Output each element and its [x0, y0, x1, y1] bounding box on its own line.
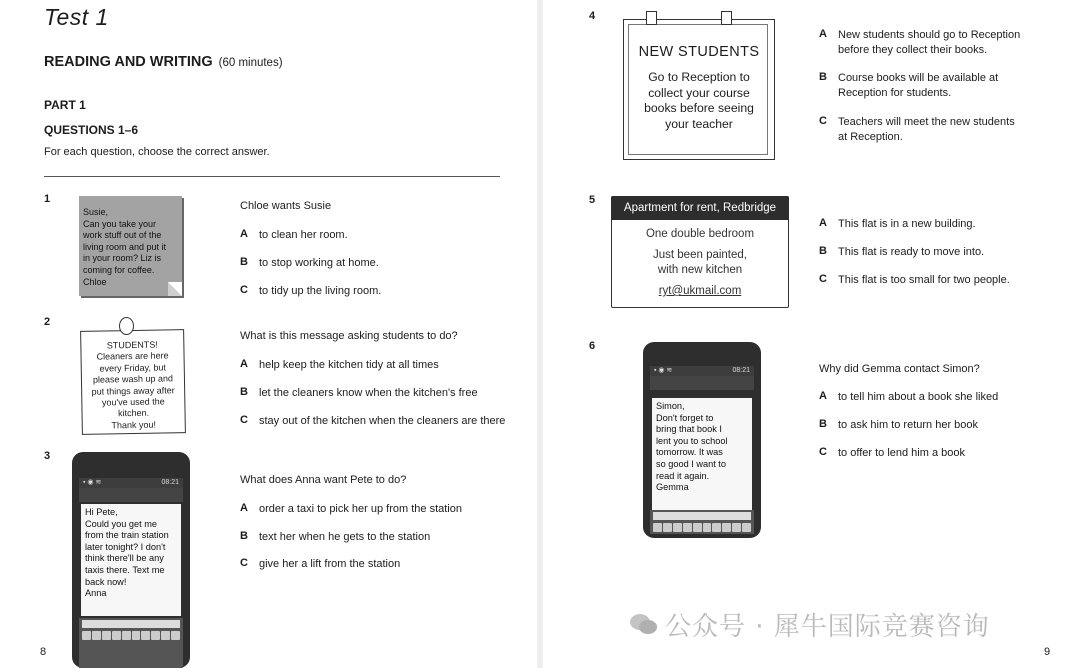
- question-text: What is this message asking students to do?: [240, 330, 458, 342]
- message-line: Hi Pete,: [85, 507, 118, 517]
- option-b[interactable]: [819, 71, 1034, 101]
- phone-keyboard: [650, 510, 754, 534]
- option-text: to offer to lend him a book: [838, 447, 965, 459]
- option-letter: C: [240, 284, 248, 296]
- option-c[interactable]: [240, 557, 400, 572]
- instructions: For each question, choose the correct answer.: [44, 146, 270, 158]
- note-line: please wash up and: [92, 373, 174, 385]
- note-line: Can you take your: [83, 218, 157, 229]
- tape-icon: [646, 11, 657, 25]
- right-page: [543, 0, 1080, 668]
- option-text: to tell him about a book she liked: [838, 391, 999, 403]
- message-line: later tonight? I don't: [85, 541, 166, 552]
- option-letter: B: [819, 245, 827, 257]
- option-letter: A: [240, 358, 248, 370]
- option-text: give her a lift from the station: [259, 558, 401, 570]
- message-line: bring that book I: [656, 424, 722, 435]
- message-line: think there'll be any: [85, 553, 164, 564]
- part-heading: PART 1: [44, 98, 86, 112]
- option-a[interactable]: [240, 502, 462, 517]
- phone-time: 08:21: [732, 367, 750, 374]
- message-line: so good I want to: [656, 458, 726, 469]
- phone: [72, 452, 190, 668]
- option-a[interactable]: [819, 390, 998, 405]
- option-a[interactable]: [819, 28, 1034, 58]
- option-text: stay out of the kitchen when the cleaners are there: [259, 415, 506, 427]
- option-letter: A: [240, 228, 248, 240]
- option-c[interactable]: [819, 273, 1010, 288]
- test-title: Test 1: [44, 4, 109, 30]
- option-letter: C: [240, 414, 248, 426]
- question-number: 3: [44, 450, 51, 462]
- question-number: 1: [44, 193, 51, 205]
- duration: (60 minutes): [218, 57, 283, 69]
- message-line: Anna: [85, 588, 107, 599]
- option-a[interactable]: [240, 228, 348, 243]
- option-letter: C: [819, 115, 827, 127]
- option-c[interactable]: [240, 284, 381, 299]
- notice-title: NEW STUDENTS: [638, 44, 760, 60]
- option-letter: B: [819, 418, 827, 430]
- option-text: let the cleaners know when the kitchen's free: [259, 387, 478, 399]
- ad-line: with new kitchen: [657, 264, 743, 276]
- option-text: to tidy up the living room.: [259, 285, 382, 297]
- page-number: 8: [40, 646, 47, 658]
- phone-header: [79, 488, 183, 502]
- note-line: you've used the: [101, 396, 165, 408]
- message-line: Gemma: [656, 482, 689, 493]
- phone-status-bar: [650, 366, 754, 376]
- option-text: to clean her room.: [259, 229, 348, 241]
- message-line: Could you get me: [85, 518, 158, 529]
- note-line: Cleaners are here: [96, 350, 169, 363]
- question-text: What does Anna want Pete to do?: [240, 474, 407, 486]
- pin-icon: [119, 317, 134, 335]
- phone-input: [653, 512, 751, 520]
- keyboard-row: [653, 523, 751, 532]
- option-a[interactable]: [819, 217, 976, 232]
- message-line: tomorrow. It was: [656, 447, 723, 458]
- message-line: Simon,: [656, 401, 685, 411]
- option-text: This flat is in a new building.: [838, 218, 976, 230]
- question-text: Chloe wants Susie: [240, 200, 332, 212]
- option-c[interactable]: [819, 446, 965, 461]
- note-line: coming for coffee.: [83, 264, 155, 275]
- option-text: This flat is too small for two people.: [838, 274, 1010, 286]
- option-text: Teachers will meet the new students at Reception.: [838, 116, 1015, 143]
- option-text: help keep the kitchen tidy at all times: [259, 359, 439, 371]
- question-number: 6: [589, 340, 596, 352]
- option-c[interactable]: [819, 115, 1024, 145]
- option-b[interactable]: [240, 530, 430, 545]
- sticky-fold: [168, 282, 182, 296]
- option-letter: B: [240, 530, 248, 542]
- keyboard-row: [82, 631, 180, 640]
- note-line: Chloe: [83, 276, 107, 287]
- option-letter: B: [819, 71, 827, 83]
- option-letter: A: [240, 502, 248, 514]
- ad-line: Just been painted,: [653, 249, 747, 261]
- signal-icon: ▪ ◉ ≋: [654, 367, 673, 374]
- pinned-note: [80, 329, 186, 435]
- notice-line: Go to Reception to: [648, 70, 750, 84]
- option-a[interactable]: [240, 358, 439, 373]
- note-line: Susie,: [83, 207, 109, 217]
- note-line: in your room? Liz is: [83, 253, 162, 264]
- note-line: STUDENTS!: [106, 339, 158, 351]
- phone-keyboard: [79, 618, 183, 668]
- phone: [643, 342, 761, 538]
- option-letter: A: [819, 390, 827, 402]
- sticky-note: [79, 196, 182, 296]
- option-c[interactable]: [240, 414, 505, 429]
- note-line: living room and put it: [83, 241, 167, 252]
- message-line: taxis there. Text me: [85, 564, 165, 575]
- option-text: text her when he gets to the station: [259, 531, 431, 543]
- option-text: New students should go to Reception before they collect their books.: [838, 29, 1021, 56]
- option-letter: C: [819, 446, 827, 458]
- option-letter: C: [819, 273, 827, 285]
- note-line: kitchen.: [117, 408, 150, 419]
- page-number: 9: [1044, 646, 1051, 658]
- option-text: to stop working at home.: [259, 257, 379, 269]
- section-title: [44, 54, 283, 70]
- option-letter: B: [240, 386, 248, 398]
- message-bubble: [652, 398, 752, 510]
- option-text: Course books will be available at Reception for students.: [838, 72, 999, 99]
- note-line: every Friday, but: [99, 362, 167, 374]
- option-b[interactable]: [240, 386, 478, 401]
- option-letter: A: [819, 28, 827, 40]
- wechat-icon: [629, 612, 659, 636]
- message-bubble: [81, 504, 181, 616]
- question-number: 4: [589, 10, 596, 22]
- ad-title: Apartment for rent, Redbridge: [611, 196, 789, 220]
- notice-line: your teacher: [665, 116, 733, 131]
- phone-header: [650, 376, 754, 390]
- message-line: read it again.: [656, 470, 710, 481]
- message-line: Don't forget to: [656, 412, 714, 423]
- questions-range: QUESTIONS 1–6: [44, 123, 139, 137]
- ad-line: One double bedroom: [645, 228, 755, 240]
- notice-line: collect your course: [648, 85, 750, 100]
- phone-status-bar: [79, 478, 183, 488]
- phone-input: [82, 620, 180, 628]
- option-b[interactable]: [819, 418, 978, 433]
- section-title-text: READING AND WRITING: [44, 54, 213, 70]
- divider: [44, 176, 500, 177]
- tape-icon: [721, 11, 732, 25]
- message-line: back now!: [85, 576, 127, 587]
- option-b[interactable]: [240, 256, 379, 271]
- message-line: from the train station: [85, 530, 169, 541]
- note-line: Thank you!: [111, 419, 157, 431]
- question-number: 2: [44, 316, 51, 328]
- option-text: order a taxi to pick her up from the station: [259, 503, 462, 515]
- option-text: This flat is ready to move into.: [838, 246, 985, 258]
- option-b[interactable]: [819, 245, 984, 260]
- option-letter: B: [240, 256, 248, 268]
- notice-body: [633, 70, 765, 132]
- note-line: work stuff out of the: [83, 230, 162, 241]
- ad-email-wrap: [611, 285, 789, 297]
- phone-time: 08:21: [161, 479, 179, 486]
- option-text: to ask him to return her book: [838, 419, 979, 431]
- message-line: lent you to school: [656, 435, 728, 446]
- question-text: Why did Gemma contact Simon?: [819, 363, 980, 375]
- notice-line: books before seeing: [644, 101, 754, 116]
- ad-email[interactable]: ryt@ukmail.com: [658, 285, 742, 297]
- left-page: [0, 0, 537, 668]
- note-line: put things away after: [91, 384, 175, 397]
- question-number: 5: [589, 194, 596, 206]
- option-letter: A: [819, 217, 827, 229]
- option-letter: C: [240, 557, 248, 569]
- signal-icon: ▪ ◉ ≋: [83, 479, 102, 486]
- watermark: 公众号 · 犀牛国际竞赛咨询: [665, 612, 990, 642]
